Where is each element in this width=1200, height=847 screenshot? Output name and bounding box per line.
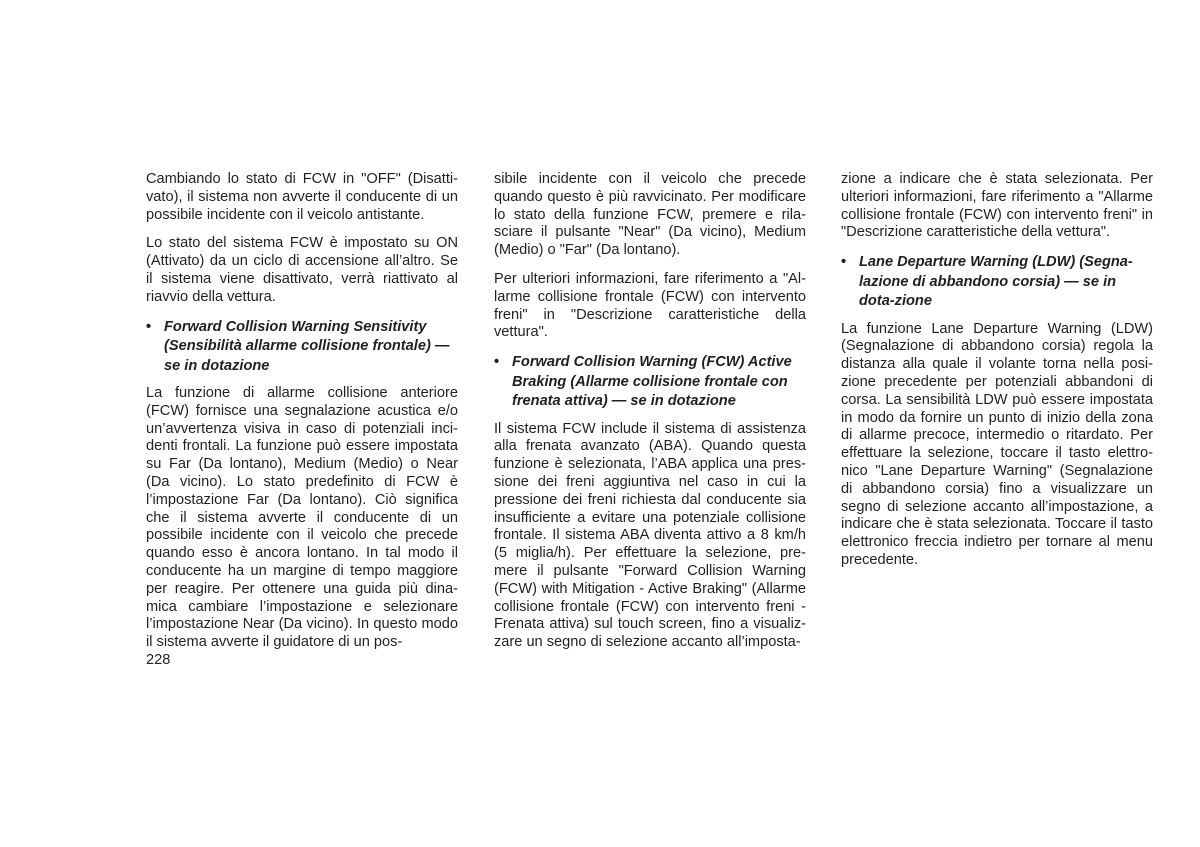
section-heading xyxy=(841,253,1153,312)
section-heading-text: Lane Departure Warning (LDW) (Segna-lazione di abbandono corsia) — se in dota-zione xyxy=(859,254,1133,310)
bullet-icon: • xyxy=(841,254,847,271)
section-heading xyxy=(146,318,458,377)
paragraph: La funzione Lane Departure Warning (LDW) (Segnalazione di abbandono corsia) regola la distanza alla quale il volante torna nella posi-zione precedente per potenziali abbandoni di corsa. La sensibilità LDW può essere impostata in modo da fornire un punto di inizio della zona di allarme precoce, intermedio o ritardato. Per effettuare la selezione, toccare il tasto elettro-nico "Lane Departure Warning" (Segnalazione di abbandono corsia) fino a visualizzare un segno di selezione accanto all’impostazione, a indicare che è stata selezionata. Toccare il tasto elettronico freccia indietro per tornare al menu precedente. xyxy=(841,320,1153,569)
text-column-3 xyxy=(841,171,1153,581)
paragraph: sibile incidente con il veicolo che precede quando questo è più ravvicinato. Per modificare lo stato della funzione FCW, premere e rila-sciare il pulsante "Near" (Da vicino), Medium (Medio) o "Far" (Da lontano). xyxy=(494,171,806,259)
section-heading-text: Forward Collision Warning Sensitivity (Sensibilità allarme collisione frontale) — se in dotazione xyxy=(164,318,450,374)
paragraph: Il sistema FCW include il sistema di assistenza alla frenata avanzato (ABA). Quando questa funzione è selezionata, l’ABA applica una pres-sione dei freni aggiuntiva nel caso in cui la pressione dei freni richiesta dal conducente sia insufficiente a evitare una potenziale collisione frontale. Il sistema ABA diventa attivo a 8 km/h (5 miglia/h). Per effettuare la selezione, pre-mere il pulsante "Forward Collision Warning (FCW) with Mitigation - Active Braking" (Allarme collisione frontale (FCW) con intervento freni - Frenata attiva) sul touch screen, fino a visualiz-zare un segno di selezione accanto all’imposta- xyxy=(494,420,806,651)
text-column-2 xyxy=(494,171,806,663)
paragraph: Cambiando lo stato di FCW in "OFF" (Disatti-vato), il sistema non avverte il conducente di un possibile incidente con il veicolo antistante. xyxy=(146,171,458,223)
text-column-1 xyxy=(146,171,458,663)
paragraph: Lo stato del sistema FCW è impostato su ON (Attivato) da un ciclo di accensione all’altro. Se il sistema viene disattivato, verrà riattivato al riavvio della vettura. xyxy=(146,235,458,305)
paragraph: Per ulteriori informazioni, fare riferimento a "Al-larme collisione frontale (FCW) con intervento freni" in "Descrizione caratteristiche della vettura". xyxy=(494,270,806,341)
bullet-icon: • xyxy=(494,354,500,371)
paragraph: zione a indicare che è stata selezionata. Per ulteriori informazioni, fare riferimento a "Allarme collisione frontale (FCW) con intervento freni" in "Descrizione caratteristiche della vettura". xyxy=(841,171,1153,241)
paragraph: La funzione di allarme collisione anteriore (FCW) fornisce una segnalazione acustica e/o un’avvertenza visiva in caso di potenziali inci-denti frontali. La funzione può essere impostata su Far (Da lontano), Medium (Medio) o Near (Da vicino). Lo stato predefinito di FCW è l’impostazione Far (Da lontano). Ciò significa che il sistema avverte il conducente di un possibile incidente con il veicolo che precede quando esso è ancora lontano. In tal modo il conducente ha un margine di tempo maggiore per reagire. Per ottenere una guida più dina-mica cambiare l’impostazione e selezionare l’impostazione Near (Da vicino). In questo modo il sistema avverte il guidatore di un pos- xyxy=(146,385,458,651)
bullet-icon: • xyxy=(146,318,152,335)
section-heading-text: Forward Collision Warning (FCW) Active Braking (Allarme collisione frontale con frenata attiva) — se in dotazione xyxy=(512,354,792,410)
section-heading xyxy=(494,353,806,412)
page-number: 228 xyxy=(146,652,171,668)
